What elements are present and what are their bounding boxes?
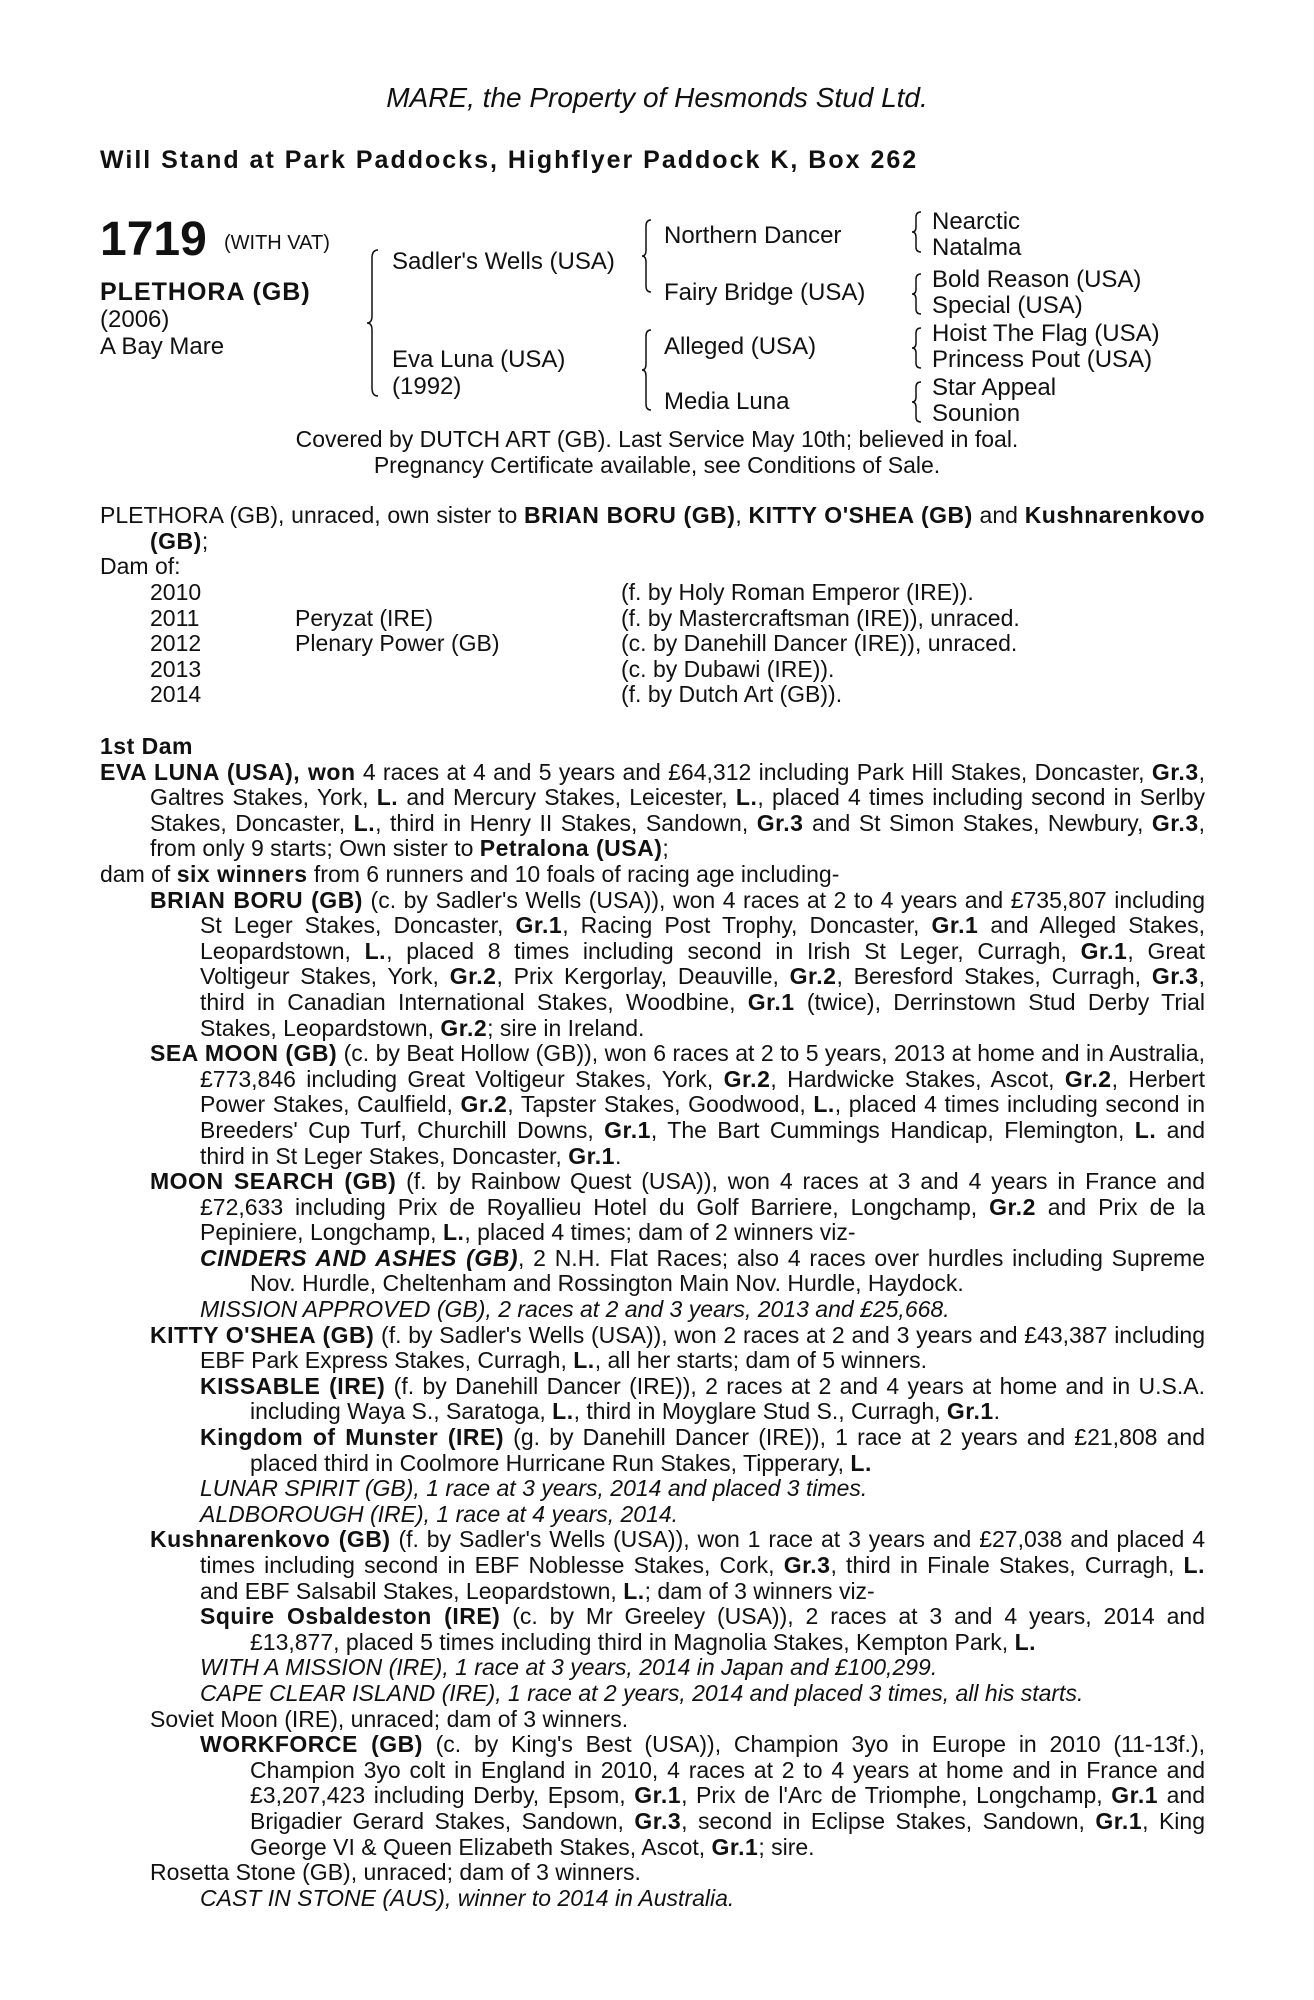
pedigree-sire: Sadler's Wells (USA) bbox=[392, 248, 615, 275]
foal-name: Plenary Power (GB) bbox=[295, 630, 500, 657]
pedigree-brace-sd bbox=[910, 272, 924, 316]
foal-detail: (f. by Holy Roman Emperor (IRE)). bbox=[621, 579, 974, 605]
pedigree-brace-ds bbox=[910, 326, 924, 370]
cape-clear-entry: CAPE CLEAR ISLAND (IRE), 1 race at 2 years, 2014 and placed 3 times, all his starts. bbox=[200, 1679, 1084, 1706]
pedigree-brace-dam bbox=[640, 328, 654, 412]
pedigree-dam-sire: Alleged (USA) bbox=[664, 333, 817, 360]
pedigree-sdd: Special (USA) bbox=[932, 292, 1083, 319]
pedigree-ddd: Sounion bbox=[932, 400, 1021, 427]
first-dam-entry: EVA LUNA (USA), won 4 races at 4 and 5 years and £64,312 including Park Hill Stakes, Doncaster, Gr.3, Galtres Stakes, York, L. and Mercury Stakes, Leicester, L., placed 4 times including second in Serlby Stakes, Doncaster, L., third in Henry II Stakes, Sandown, Gr.3 and St Simon Stakes, Newbury, Gr.3, from only 9 starts; Own sister to Petralona (USA); bbox=[100, 758, 1206, 862]
dam-of-label: Dam of: bbox=[100, 553, 181, 580]
pedigree-sire-sire: Northern Dancer bbox=[664, 222, 842, 249]
aldborough-entry: ALDBOROUGH (IRE), 1 race at 4 years, 2014. bbox=[200, 1500, 679, 1527]
foal-row bbox=[100, 606, 1020, 632]
dam-of-line: dam of six winners from 6 runners and 10 foals of racing age including- bbox=[100, 860, 840, 887]
cinders-entry: CINDERS AND ASHES (GB), 2 N.H. Flat Races; also 4 races over hurdles including Supreme Nov. Hurdle, Cheltenham and Rossington Main Nov. Hurdle, Haydock. bbox=[200, 1244, 1205, 1297]
family-section bbox=[100, 734, 1205, 1911]
pedigree-dds: Star Appeal bbox=[932, 374, 1057, 401]
foal-row bbox=[100, 682, 1020, 708]
intro-text: and bbox=[972, 502, 1025, 528]
foal-detail: (c. by Dubawi (IRE)). bbox=[621, 655, 835, 682]
intro-text: , bbox=[735, 502, 749, 528]
intro-text: ; bbox=[201, 527, 209, 554]
pedigree-sire-dam: Fairy Bridge (USA) bbox=[664, 279, 866, 306]
pedigree-dam: Eva Luna (USA) bbox=[392, 346, 566, 373]
brian-boru-entry: BRIAN BORU (GB) (c. by Sadler's Wells (USA)), won 4 races at 2 to 4 years and £735,807 including St Leger Stakes, Doncaster, Gr.1, Racing Post Trophy, Doncaster, Gr.1 and Alleged Stakes, Leopardstown, L., placed 8 times including second in Irish St Leger, Curragh, Gr.1, Great Voltigeur Stakes, York, Gr.2, Prix Kergorlay, Deauville, Gr.2, Beresford Stakes, Curragh, Gr.3, third in Canadian International Stakes, Woodbine, Gr.1 (twice), Derrinstown Stud Derby Trial Stakes, Leopardstown, Gr.2; sire in Ireland. bbox=[150, 886, 1205, 1041]
won-word: won bbox=[308, 758, 356, 785]
foals-table bbox=[100, 580, 1020, 708]
horse-year: (2006) bbox=[100, 306, 170, 333]
pedigree-brace-dd bbox=[910, 380, 924, 424]
cast-in-stone-entry: CAST IN STONE (AUS), winner to 2014 in Australia. bbox=[200, 1884, 735, 1911]
property-line: MARE, the Property of Hesmonds Stud Ltd. bbox=[386, 82, 928, 113]
vat-label: (WITH VAT) bbox=[224, 232, 330, 254]
lunar-entry: LUNAR SPIRIT (GB), 1 race at 3 years, 2014 and placed 3 times. bbox=[200, 1475, 868, 1502]
pedigree-dsd: Princess Pout (USA) bbox=[932, 346, 1153, 373]
foal-year: 2014 bbox=[150, 681, 202, 708]
foal-detail: (f. by Mastercraftsman (IRE)), unraced. bbox=[621, 604, 1020, 631]
pedigree-brace-ss bbox=[910, 210, 924, 254]
horse-name: PLETHORA (GB) bbox=[100, 278, 311, 306]
workforce-entry: WORKFORCE (GB) (c. by King's Best (USA)), Champion 3yo in Europe in 2010 (11-13f.), Champion 3yo colt in England in 2010, 4 races at 2 to 4 years at home and in France and £3,207,423 including Derby, Epsom, Gr.1, Prix de l'Arc de Triomphe, Longchamp, Gr.1 and Brigadier Gerard Stakes, Sandown, Gr.3, second in Eclipse Stakes, Sandown, Gr.1, King George VI & Queen Elizabeth Stakes, Ascot, Gr.1; sire. bbox=[200, 1731, 1206, 1860]
soviet-moon-entry: Soviet Moon (IRE), unraced; dam of 3 winners. bbox=[150, 1705, 629, 1732]
stand-line: Will Stand at Park Paddocks, Highflyer Paddock K, Box 262 bbox=[100, 146, 919, 174]
dam-name: EVA LUNA (USA) bbox=[100, 758, 294, 785]
foal-detail: (c. by Danehill Dancer (IRE)), unraced. bbox=[621, 630, 1018, 657]
pedigree-sss: Nearctic bbox=[932, 208, 1021, 235]
pedigree-brace-sire bbox=[640, 218, 654, 294]
mission-entry: MISSION APPROVED (GB), 2 races at 2 and 3 years, 2013 and £25,668. bbox=[200, 1296, 950, 1323]
foal-name bbox=[295, 657, 621, 683]
pedigree-sds: Bold Reason (USA) bbox=[932, 266, 1142, 293]
intro-line bbox=[100, 503, 1205, 554]
kitty-entry: KITTY O'SHEA (GB) (f. by Sadler's Wells (USA)), won 2 races at 2 and 3 years and £43,387 including EBF Park Express Stakes, Curragh, L., all her starts; dam of 5 winners. bbox=[150, 1321, 1205, 1374]
moon-search-entry: MOON SEARCH (GB) (f. by Rainbow Quest (USA)), won 4 races at 3 and 4 years in France and £72,633 including Prix de Royallieu Hotel du Golf Barriere, Longchamp, Gr.2 and Prix de la Pepiniere, Longchamp, L., placed 4 times; dam of 2 winners viz- bbox=[150, 1168, 1205, 1246]
sibling-name: Kushnarenkovo (GB) bbox=[150, 502, 1206, 554]
foal-year: 2011 bbox=[150, 604, 200, 631]
pedigree-dss: Hoist The Flag (USA) bbox=[932, 320, 1160, 347]
cover-line-2: Pregnancy Certificate available, see Conditions of Sale. bbox=[373, 452, 941, 478]
intro-section bbox=[100, 503, 1205, 580]
kingdom-entry: Kingdom of Munster (IRE) (g. by Danehill Dancer (IRE)), 1 race at 2 years and £21,808 and placed third in Coolmore Hurricane Run Stakes, Tipperary, L. bbox=[200, 1424, 1205, 1476]
lot-number: 1719 bbox=[100, 213, 207, 266]
pedigree-brace-main bbox=[365, 248, 381, 398]
foal-row bbox=[100, 580, 1020, 606]
first-dam-heading: 1st Dam bbox=[100, 733, 193, 759]
horse-description: A Bay Mare bbox=[100, 333, 225, 360]
squire-entry: Squire Osbaldeston (IRE) (c. by Mr Greeley (USA)), 2 races at 3 and 4 years, 2014 and £13,877, placed 5 times including third in Magnolia Stakes, Kempton Park, L. bbox=[200, 1603, 1205, 1655]
kushnarenkovo-entry: Kushnarenkovo (GB) (f. by Sadler's Wells (USA)), won 1 race at 3 years and £27,038 and placed 4 times including second in EBF Noblesse Stakes, Cork, Gr.3, third in Finale Stakes, Curragh, L. and EBF Salsabil Stakes, Leopardstown, L.; dam of 3 winners viz- bbox=[150, 1526, 1205, 1604]
rosetta-entry: Rosetta Stone (GB), unraced; dam of 3 winners. bbox=[150, 1859, 641, 1886]
intro-text: PLETHORA (GB), unraced, own sister to bbox=[100, 502, 524, 528]
foal-row bbox=[100, 631, 1020, 657]
foal-name bbox=[295, 682, 621, 708]
sibling-name: KITTY O'SHEA (GB) bbox=[748, 502, 973, 528]
pedigree-ssd: Natalma bbox=[932, 234, 1022, 261]
sea-moon-entry: SEA MOON (GB) (c. by Beat Hollow (GB)), won 6 races at 2 to 5 years, 2013 at home and in Australia, £773,846 including Great Voltigeur Stakes, York, Gr.2, Hardwicke Stakes, Ascot, Gr.2, Herbert Power Stakes, Caulfield, Gr.2, Tapster Stakes, Goodwood, L., placed 4 times including second in Breeders' Cup Turf, Churchill Downs, Gr.1, The Bart Cummings Handicap, Flemington, L. and third in St Leger Stakes, Doncaster, Gr.1. bbox=[150, 1040, 1205, 1169]
with-a-mission-entry: WITH A MISSION (IRE), 1 race at 3 years, 2014 in Japan and £100,299. bbox=[200, 1654, 938, 1681]
foal-year: 2013 bbox=[150, 655, 202, 682]
foal-name bbox=[295, 580, 621, 606]
pedigree-dam-year: (1992) bbox=[392, 373, 462, 400]
foal-year: 2010 bbox=[150, 579, 202, 605]
pedigree-dam-dam: Media Luna bbox=[664, 388, 790, 415]
cover-line-1: Covered by DUTCH ART (GB). Last Service May 10th; believed in foal. bbox=[295, 426, 1019, 452]
foal-detail: (f. by Dutch Art (GB)). bbox=[621, 681, 843, 708]
foal-name: Peryzat (IRE) bbox=[295, 604, 434, 631]
sibling-name: BRIAN BORU (GB) bbox=[524, 502, 736, 528]
foal-year: 2012 bbox=[150, 630, 202, 657]
foal-row bbox=[100, 657, 1020, 683]
kissable-entry: KISSABLE (IRE) (f. by Danehill Dancer (IRE)), 2 races at 2 and 4 years at home and in U.S.A. including Waya S., Saratoga, L., third in Moyglare Stud S., Curragh, Gr.1. bbox=[200, 1372, 1205, 1425]
dam-sep: , bbox=[293, 758, 308, 785]
